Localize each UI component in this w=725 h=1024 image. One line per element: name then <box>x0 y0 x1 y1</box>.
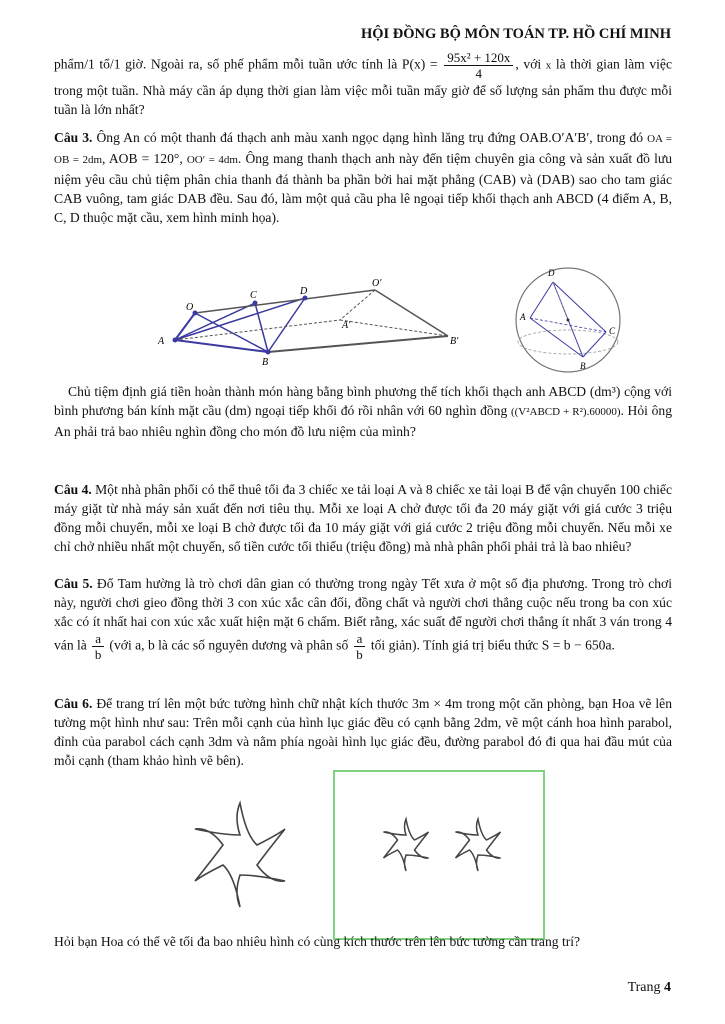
q3-math-3: OO′ = 4dm <box>186 154 238 166</box>
label-d: D <box>300 286 308 297</box>
question-6-ask: Hỏi bạn Hoa có thể vẽ tối đa bao nhiêu hình có cùng kích thước trên lên bức tường cần trang trí? <box>54 934 581 949</box>
label-b-prime: B′ <box>450 336 459 347</box>
q3-text-2: . Ông mang thanh thạch anh này đến tiệm chuyên gia công và sản xuất đồ lưu niệm yêu cầu chủ tiệm phân chia thanh đá thành ba phần bởi hai mặt phẳng (CAB) và (DAB) sao cho tam giác CAB vuông, tam giác DAB đều. Sau đó, làm một quả cầu pha lê ngoại tiếp khối thạch anh ABCD (4 điểm A, B, C, D thuộc mặt cầu, xem hình minh họa). <box>54 151 673 225</box>
question-3 <box>54 128 672 227</box>
prism-figure <box>150 268 475 368</box>
question-3-pricing <box>54 382 672 441</box>
q5-frac-num: a <box>92 631 104 647</box>
wall-figure <box>333 770 545 940</box>
page-footer <box>628 980 671 996</box>
edge-o2b2 <box>375 290 448 336</box>
q5-text-2: (với a, b là các số nguyên dương và phân số <box>106 637 352 653</box>
edge-ob <box>195 313 268 352</box>
intro-text-3: là thời gian <box>551 56 620 72</box>
q5-frac2-den: b <box>356 647 363 662</box>
q3-text-3: Chủ tiệm định giá tiền hoàn thành món hàng bằng bình phương thể tích khối thạch anh ABCD (dm³) cộng với bình phương bán kính mặt cầu (dm) ngoại tiếp khối đó rồi nhân với 60 nghìn đồng <box>54 384 672 418</box>
question-4-label: Câu 4. <box>54 482 92 497</box>
point-o <box>193 311 198 316</box>
sphere-label-b: B <box>580 361 586 371</box>
question-5-label: Câu 5. <box>54 576 93 591</box>
edge-oo2 <box>195 290 375 313</box>
edge-aa2 <box>175 320 340 340</box>
label-o: O <box>186 302 194 313</box>
sphere-label-a: A <box>520 312 526 322</box>
page-header: HỘI ĐỒNG BỘ MÔN TOÁN TP. HỒ CHÍ MINH <box>360 26 671 42</box>
edge-ad <box>175 298 305 340</box>
flower-figure <box>180 795 300 915</box>
point-c <box>253 301 258 306</box>
edge-ab <box>175 340 268 352</box>
sphere-equator <box>518 330 618 354</box>
q3-sep-2: , <box>179 151 187 166</box>
question-6-text: Để trang trí lên một bức tường hình chữ nhật kích thước 3m × 4m trong một căn phòng, bạn Hoa vẽ lên tường một hình như sau: Trên mỗi cạnh của hình lục giác đều có cạnh bằng 2dm, vẽ một cánh hoa hình parabol, đỉnh của parabol cách cạnh 3dm và nằm phía ngoài hình lục giác đều, đường parabol đó đi qua hai đầu mút của mỗi cạnh (tham khảo hình vẽ bên). <box>54 696 672 768</box>
sphere-figure <box>508 262 628 377</box>
question-5 <box>54 574 672 662</box>
question-4-text: Một nhà phân phối có thể thuê tối đa 3 chiếc xe tải loại A và 8 chiếc xe tải loại B để vận chuyển 100 chiếc máy giặt từ nhà máy sản xuất đến nơi tiêu thụ. Mỗi xe loại A chở được tối đa 20 máy giặt với giá cước 3 triệu đồng mỗi chuyến, mỗi xe loại B chở được tối đa 10 máy giặt với giá cước 2 triệu đồng mỗi chuyến. Nếu mỗi xe chỉ chở nhiều nhất một chuyến, số tiền cước tối thiểu (triệu đồng) mà nhà phân phối phải trả là bao nhiêu? <box>54 482 672 554</box>
q5-frac-den: b <box>94 647 102 662</box>
question-4 <box>54 480 672 556</box>
label-a: A <box>158 336 165 347</box>
formula-numerator: 95x² + 120x <box>444 50 513 66</box>
formula-fraction <box>444 50 513 81</box>
q3-math-1: OA = OB = 2dm <box>54 133 672 166</box>
label-c: C <box>250 290 257 301</box>
q5-fraction-2 <box>354 631 366 662</box>
edge-bb2 <box>268 336 448 352</box>
sphere-edge-dc <box>553 282 606 332</box>
q5-fraction <box>92 631 104 662</box>
page-number: 4 <box>664 980 671 995</box>
question-6-label: Câu 6. <box>54 696 93 711</box>
q3-text-1: Ông An có một thanh đá thạch anh màu xanh ngọc dạng hình lăng trụ đứng OAB.O′A′B′, trong đó <box>92 130 648 145</box>
intro-rest: làm việc trong một tuần. Nhà máy cần áp dụng thời gian làm việc mỗi tuần mấy giờ để số lượng sản phẩm thu được mỗi tuần là lớn nhất? <box>54 56 672 117</box>
q5-text-1: Đổ Tam hường là trò chơi dân gian có thường trong ngày Tết xưa ở một số địa phương. Trong trò chơi này, người chơi gieo đồng thời 3 con xúc xắc cân đối, đồng chất và người chơi thắng cuộc nếu trong ba con xúc xắc có ít nhất hai con xúc xắc xuất hiện mặt 6 chấm. Biết rằng, xác suất để người chơi thắng ít nhất 3 ván trong 4 ván là <box>54 576 672 653</box>
formula-denominator: 4 <box>475 66 483 81</box>
question-6 <box>54 694 672 770</box>
point-a <box>173 338 178 343</box>
wall-border <box>334 771 544 939</box>
q3-math-4: ((V²ABCD + R²).60000) <box>510 406 621 418</box>
sphere-label-c: C <box>609 326 616 336</box>
q3-text-4: . Hỏi ông An phải trả bao nhiêu nghìn đồng cho món đồ lưu niệm của mình? <box>54 403 672 439</box>
q3-sep-1: , <box>102 151 109 166</box>
sphere-label-d: D <box>548 268 555 278</box>
label-o-prime: O′ <box>372 278 382 289</box>
q5-text-3: tối giản). Tính giá trị biểu thức S = b − 650a. <box>367 637 615 653</box>
flower-star-shape <box>195 803 285 907</box>
intro-paragraph <box>54 50 672 119</box>
wall-flower-2 <box>456 819 501 871</box>
label-a-prime: A′ <box>342 320 351 331</box>
label-b: B <box>262 357 269 368</box>
point-b <box>266 350 271 355</box>
wall-flower-1 <box>384 819 429 871</box>
page-label: Trang <box>627 980 661 995</box>
q5-frac2-num: a <box>354 631 366 647</box>
edge-a2b2 <box>340 320 448 336</box>
question-3-label: Câu 3. <box>54 130 93 145</box>
intro-text-2: , với <box>515 56 546 72</box>
intro-text: phẩm/1 tổ/1 giờ. Ngoài ra, số phế phẩm mỗi tuần ước tính là <box>54 56 402 72</box>
variable-x: x <box>545 59 552 72</box>
sphere-edge-bc <box>583 332 606 357</box>
sphere-edge-da <box>530 282 553 318</box>
sphere-center <box>567 319 570 322</box>
q3-math-2: AOB = 120° <box>108 151 180 166</box>
formula-lhs: P(x) = <box>401 56 443 72</box>
